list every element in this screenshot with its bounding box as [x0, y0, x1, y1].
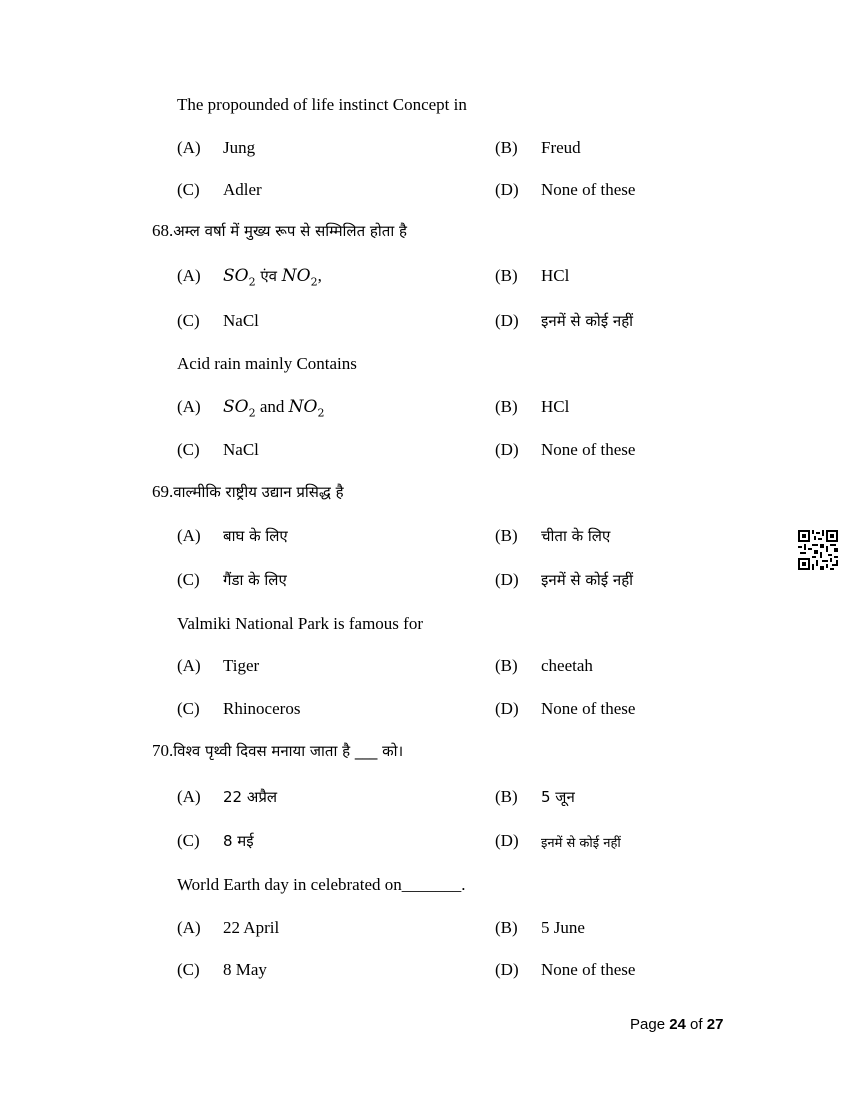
q70-hi-option-a: 22 अप्रैल: [223, 788, 278, 806]
option-label-b: (B): [495, 787, 518, 806]
q69-hi-option-d: इनमें से कोई नहीं: [541, 571, 634, 589]
question-number: 69.: [152, 482, 174, 501]
question-text: विश्व पृथ्वी दिवस मनाया जाता है ___ को।: [173, 742, 404, 760]
q70-hi-option-b: 5 जून: [541, 788, 575, 806]
option-label-a: (A): [177, 397, 201, 416]
option-label-d: (D): [495, 960, 519, 979]
so2-formula: $SO_2$: [223, 397, 256, 420]
conjunction-text: and: [255, 397, 289, 416]
question-text: वाल्मीकि राष्ट्रीय उद्यान प्रसिद्ध है: [173, 483, 344, 501]
option-label-a: (A): [177, 918, 201, 937]
option-label-d: (D): [495, 311, 519, 330]
q69-en-option-d: None of these: [541, 699, 636, 718]
option-label-d: (D): [495, 831, 519, 850]
q69-en-option-b: cheetah: [541, 656, 593, 675]
option-label-c: (C): [177, 699, 200, 718]
option-label-b: (B): [495, 918, 518, 937]
option-label-b: (B): [495, 138, 518, 157]
q68-en-question: Acid rain mainly Contains: [177, 354, 357, 373]
option-label-d: (D): [495, 570, 519, 589]
so2-formula: $SO_2$: [223, 266, 256, 289]
option-label-a: (A): [177, 787, 201, 806]
question-text: अम्ल वर्षा में मुख्य रूप से सम्मिलित होता है: [173, 222, 407, 240]
q68-hi-option-d: इनमें से कोई नहीं: [541, 312, 634, 330]
option-label-d: (D): [495, 699, 519, 718]
option-label-b: (B): [495, 266, 518, 285]
q69-hi-option-b: चीता के लिए: [541, 527, 611, 545]
q69-hi-question: [152, 482, 344, 502]
q68-en-option-c: NaCl: [223, 440, 259, 459]
option-label-d: (D): [495, 180, 519, 199]
q68-hi-option-a: [223, 266, 322, 288]
option-label-c: (C): [177, 831, 200, 850]
q68-hi-option-b: HCl: [541, 266, 570, 285]
q67-en-option-c: Adler: [223, 180, 262, 199]
q70-hi-option-d: इनमें से कोई नहीं: [541, 836, 621, 851]
q68-hi-question: [152, 221, 407, 241]
option-label-a: (A): [177, 656, 201, 675]
option-label-a: (A): [177, 526, 201, 545]
option-label-c: (C): [177, 311, 200, 330]
page-of: of: [685, 1016, 707, 1033]
no2-formula: $NO_2$: [281, 266, 318, 289]
option-label-a: (A): [177, 138, 201, 157]
q68-en-option-a: [223, 397, 324, 419]
option-label-c: (C): [177, 570, 200, 589]
question-number: 68.: [152, 221, 174, 240]
q69-hi-option-a: बाघ के लिए: [223, 527, 288, 545]
no2-formula: $NO_2$: [288, 397, 325, 420]
question-number: 70.: [152, 741, 174, 760]
option-label-a: (A): [177, 266, 201, 285]
page-number-footer: [630, 1016, 723, 1033]
q70-hi-question: [152, 741, 403, 761]
q68-en-option-d: None of these: [541, 440, 636, 459]
conjunction-text: एंव: [255, 267, 282, 285]
option-label-c: (C): [177, 960, 200, 979]
option-label-c: (C): [177, 440, 200, 459]
q70-en-option-c: 8 May: [223, 960, 267, 979]
q67-en-option-b: Freud: [541, 138, 581, 157]
q70-en-option-d: None of these: [541, 960, 636, 979]
q67-en-option-a: Jung: [223, 138, 256, 157]
option-label-b: (B): [495, 656, 518, 675]
option-label-b: (B): [495, 397, 518, 416]
option-label-b: (B): [495, 526, 518, 545]
qr-code-icon: [798, 530, 838, 570]
q70-en-option-b: 5 June: [541, 918, 585, 937]
q67-en-option-d: None of these: [541, 180, 636, 199]
option-label-c: (C): [177, 180, 200, 199]
option-label-d: (D): [495, 440, 519, 459]
q69-en-option-c: Rhinoceros: [223, 699, 301, 718]
q69-hi-option-c: गैंडा के लिए: [223, 571, 287, 589]
comma: ,: [317, 266, 322, 285]
q69-en-question: Valmiki National Park is famous for: [177, 614, 423, 633]
q68-en-option-b: HCl: [541, 397, 570, 416]
current-page: 24: [669, 1016, 686, 1033]
page-prefix: Page: [630, 1016, 670, 1033]
total-pages: 27: [706, 1016, 724, 1033]
q70-hi-option-c: 8 मई: [223, 832, 254, 850]
q69-en-option-a: Tiger: [223, 656, 260, 675]
q70-en-option-a: 22 April: [223, 918, 280, 937]
q68-hi-option-c: NaCl: [223, 311, 259, 330]
q67-en-question: The propounded of life instinct Concept in: [177, 95, 467, 114]
q70-en-question: World Earth day in celebrated on_______.: [177, 875, 466, 894]
